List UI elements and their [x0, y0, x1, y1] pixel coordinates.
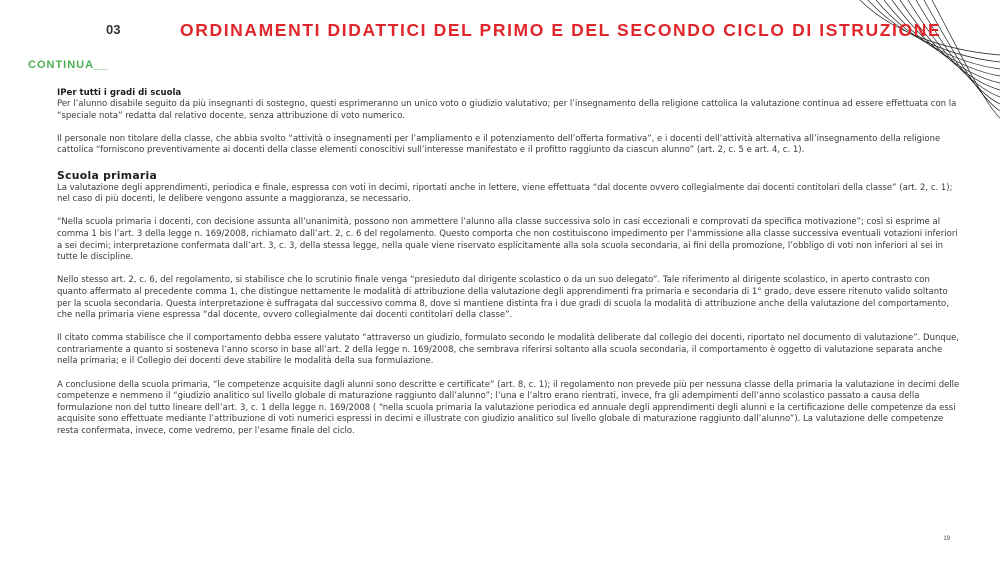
- content-body: [57, 87, 962, 450]
- paragraph-4: “Nella scuola primaria i docenti, con decisione assunta all’unanimità, possono non ammettere l’alunno alla classe successiva solo in casi eccezionali e comprovati da specifica motivazione”; così si esprime al comma 1 bis l’art. 3 della legge n. 169/2008, richiamato dall’art. 2, c. 6 del regolamento. Questo comporta che non costituiscono impedimento per l’ammissione alla classe successiva eventuali votazioni inferiori a sei decimi; interpretazione confermata dall’art. 3, c. 3, della stessa legge, nella quale viene riservato esplicitamente alla sola scuola secondaria, ai fini della promozione, l’obbligo di voti non inferiori al sei in tutte le discipline.: [57, 217, 958, 263]
- paragraph-7: A conclusione della scuola primaria, “le competenze acquisite dagli alunni sono descritte e certificate” (art. 8, c. 1); il regolamento non prevede più per nessuna classe della primaria la valutazione in decimi delle competenze e nemmeno il “giudizio analitico sul livello globale di maturazione raggiunto dall’alunno”; l’una e l’altro erano rientrati, invece, fra gli adempimenti dell’anno scolastico passato a causa della formulazione non del tutto lineare dell’art. 3, c. 1 della legge n. 169/2008 ( “nella scuola primaria la valutazione periodica ed annuale degli apprendimenti degli alunni e la certificazione delle competenze da essi acquisite sono effettuate mediante l’attribuzione di voti numerici espressi in decimi e illustrate con giudizio analitico sul livello globale di maturazione raggiunto dall’alunno”). La valutazione delle competenze resta confermata, invece, come vedremo, per l’esame finale del ciclo.: [57, 379, 960, 437]
- paragraph-2: Il personale non titolare della classe, che abbia svolto “attività o insegnamenti per l’ampliamento e il potenziamento dell’offerta formativa”, e i docenti dell’attività alternativa all’insegnamento della religione cattolica “forniscono preventivamente ai docenti della classe elementi conoscitivi sull’interesse manifestato e il profitto raggiunto da ciascun alunno” (art. 2, c. 5 e art. 4, c. 1).: [57, 133, 941, 156]
- paragraph-1: Per l’alunno disabile seguito da più insegnanti di sostegno, questi esprimeranno un unico voto o giudizio valutativo; per l’insegnamento della religione cattolica la valutazione continua ad essere effettuata con la “speciale nota” redatta dal relativo docente, senza attribuzione di voto numerico.: [57, 99, 957, 121]
- paragraph-5: Nello stesso art. 2, c. 6, del regolamento, si stabilisce che lo scrutinio finale venga “presieduto dal dirigente scolastico o da un suo delegato”. Tale riferimento al dirigente scolastico, in aperto contrasto con quanto affermato al precedente comma 1, che distingue nettamente le modalità di attribuzione della valutazione degli apprendimenti fra primaria e secondaria di 1° grado, deve essere ritenuto valido soltanto per la scuola secondaria. Questa interpretazione è suffragata dal successivo comma 8, dove si mantiene distinta fra i due gradi di scuola la modalità di attribuzione anche della valutazione del comportamento, che nella primaria viene espressa “dal docente, ovvero collegialmente dai docenti contitolari della classe”.: [57, 275, 949, 321]
- heading-all-schools: IPer tutti i gradi di scuola: [57, 88, 182, 98]
- paragraph-6: Il citato comma stabilisce che il comportamento debba essere valutato “attraverso un giudizio, formulato secondo le modalità deliberate dal collegio dei docenti, riportato nel documento di valutazione”. Dunque, contrariamente a quanto si sosteneva l’anno scorso in base all’art. 2 della legge n. 169/2008, che sembrava riferirsi soltanto alla scuola secondaria, il comportamento è oggetto di valutazione separata anche nella primaria; e il Collegio dei docenti deve stabilire le modalità della sua formulazione.: [57, 333, 960, 367]
- paragraph-3: La valutazione degli apprendimenti, periodica e finale, espressa con voti in decimi, riportati anche in lettere, viene effettuata “dal docente ovvero collegialmente dai docenti contitolari della classe” (art. 2, c. 1); nel caso di più docenti, le delibere vengono assunte a maggioranza, se necessario.: [57, 182, 953, 205]
- continua-label: CONTINUA__: [28, 59, 109, 71]
- heading-primary-school: Scuola primaria: [57, 168, 158, 182]
- slide-title: ORDINAMENTI DIDATTICI DEL PRIMO E DEL SECONDO CICLO DI ISTRUZIONE: [180, 20, 942, 40]
- page-number: 19: [943, 536, 950, 542]
- section-number: 03: [106, 22, 121, 37]
